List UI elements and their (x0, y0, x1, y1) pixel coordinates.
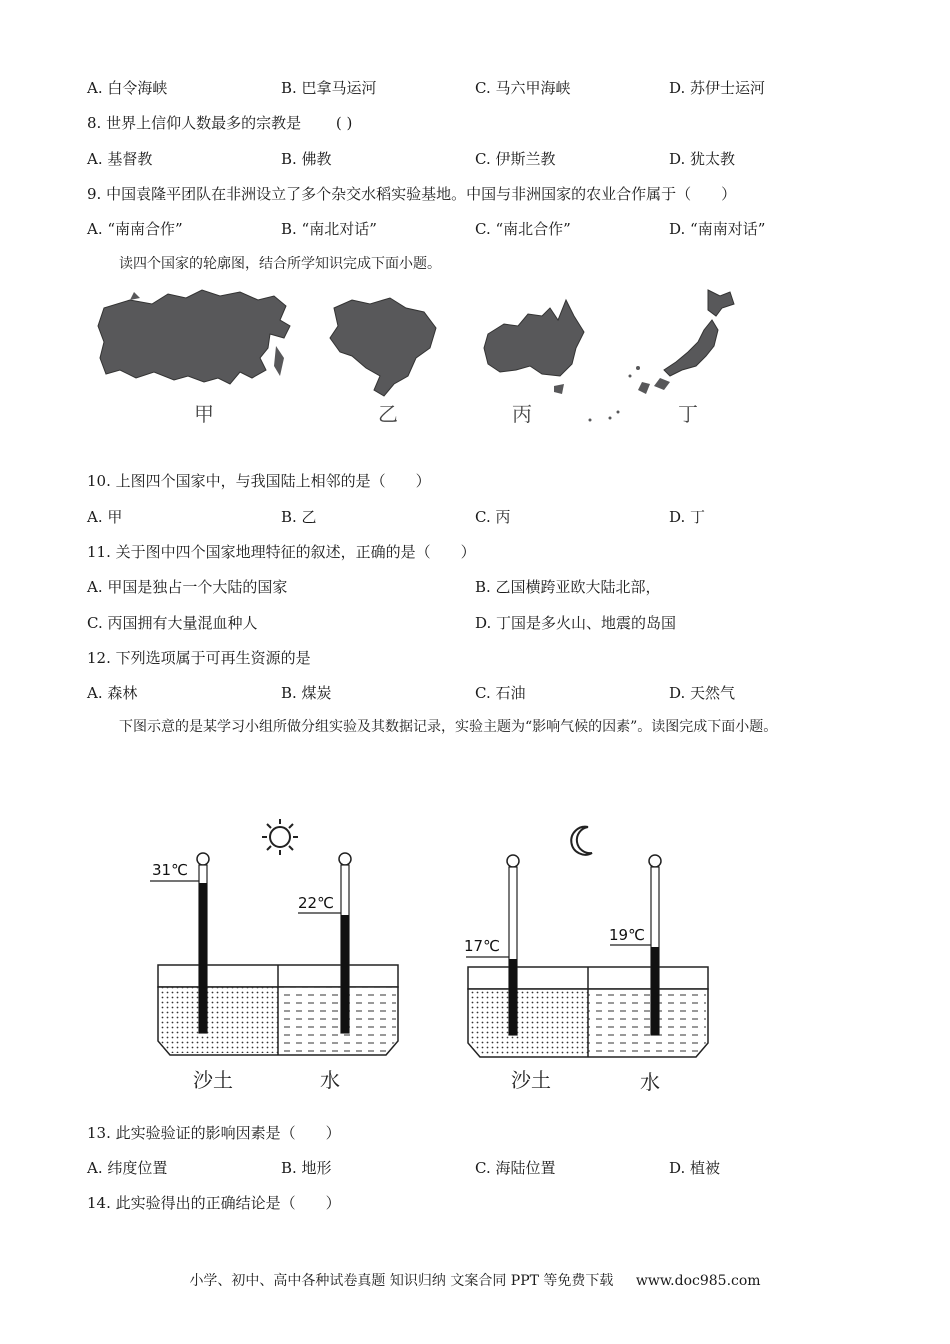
q8-option-a: A. 基督教 (87, 150, 153, 168)
q11-option-a: A. 甲国是独占一个大陆的国家 (87, 578, 288, 596)
q10-option-a: A. 甲 (87, 508, 123, 526)
country-outlines-figure (90, 286, 750, 436)
q9-option-a: A. “南南合作” (87, 220, 183, 238)
q8-option-d: D. 犹太教 (669, 150, 736, 168)
night-sand-label: 沙土 (511, 1068, 551, 1092)
q9-option-c: C. “南北合作” (475, 220, 571, 238)
q14-stem: 14. 此实验得出的正确结论是（ ） (87, 1194, 341, 1212)
experiment-intro: 下图示意的是某学习小组所做分组实验及其数据记录，实验主题为“影响气候的因素”。读图完成下面小题。 (119, 719, 778, 735)
day-sand-temp: 31℃ (152, 861, 188, 879)
q12-option-b: B. 煤炭 (281, 684, 332, 702)
experiment-figure (150, 815, 720, 1100)
footer-site-link[interactable]: www.doc985.com (635, 1273, 761, 1289)
night-water-temp: 19℃ (609, 926, 645, 944)
page-footer (0, 1270, 950, 1290)
q7-option-b: B. 巴拿马运河 (281, 79, 377, 97)
australia-outline (484, 300, 584, 376)
q7-option-a: A. 白令海峡 (87, 79, 168, 97)
q12-stem: 12. 下列选项属于可再生资源的是 (87, 649, 311, 667)
q12-option-c: C. 石油 (475, 684, 526, 702)
day-water-temp: 22℃ (298, 894, 334, 912)
q10-option-b: B. 乙 (281, 508, 317, 526)
q7-option-c: C. 马六甲海峡 (475, 79, 571, 97)
q13-option-a: A. 纬度位置 (87, 1159, 168, 1177)
q11-stem: 11. 关于图中四个国家地理特征的叙述，正确的是（ ） (87, 543, 476, 561)
map-label-jia: 甲 (194, 402, 214, 426)
q8-answer-paren: ( ) (335, 114, 353, 132)
q9-stem: 9. 中国袁隆平团队在非洲设立了多个杂交水稻实验基地。中国与非洲国家的农业合作属于（ ） (87, 185, 737, 203)
moon-icon (571, 827, 592, 855)
q8-option-c: C. 伊斯兰教 (475, 150, 556, 168)
q10-option-c: C. 丙 (475, 508, 511, 526)
japan-outline (708, 290, 734, 316)
q8-option-b: B. 佛教 (281, 150, 332, 168)
q13-stem: 13. 此实验验证的影响因素是（ ） (87, 1124, 341, 1142)
day-sand-fill (160, 987, 278, 1053)
day-sand-label: 沙土 (193, 1068, 233, 1092)
q12-option-a: A. 森林 (87, 684, 138, 702)
q9-option-b: B. “南北对话” (281, 220, 377, 238)
night-container (468, 967, 708, 1057)
q10-stem: 10. 上图四个国家中，与我国陆上相邻的是（ ） (87, 472, 431, 490)
night-sand-fill (470, 989, 588, 1055)
q8-stem (87, 112, 352, 133)
q9-option-d: D. “南南对话” (669, 220, 766, 238)
q13-option-d: D. 植被 (669, 1159, 721, 1177)
brazil-outline (330, 298, 436, 396)
q10-option-d: D. 丁 (669, 508, 706, 526)
q13-option-c: C. 海陆位置 (475, 1159, 556, 1177)
day-water-fill (278, 987, 396, 1053)
russia-outline (98, 290, 290, 384)
day-water-label: 水 (320, 1068, 340, 1092)
day-container (158, 965, 398, 1055)
q7-option-d: D. 苏伊士运河 (669, 79, 766, 97)
q12-option-d: D. 天然气 (669, 684, 736, 702)
sun-icon (262, 819, 298, 855)
night-sand-temp: 17℃ (464, 937, 500, 955)
maps-intro: 读四个国家的轮廓图，结合所学知识完成下面小题。 (119, 256, 441, 272)
night-water-label: 水 (640, 1070, 660, 1094)
q11-option-c: C. 丙国拥有大量混血种人 (87, 614, 258, 632)
map-label-ding: 丁 (678, 402, 698, 426)
night-water-fill (588, 989, 706, 1055)
q11-option-d: D. 丁国是多火山、地震的岛国 (475, 614, 677, 632)
q13-option-b: B. 地形 (281, 1159, 332, 1177)
q11-option-b: B. 乙国横跨亚欧大陆北部， (475, 578, 661, 596)
q8-stem-text: 8. 世界上信仰人数最多的宗教是 (87, 114, 302, 132)
map-label-yi: 乙 (378, 402, 398, 426)
map-label-bing: 丙 (512, 402, 532, 426)
footer-text: 小学、初中、高中各种试卷真题 知识归纳 文案合同 PPT 等免费下载 (189, 1273, 614, 1289)
